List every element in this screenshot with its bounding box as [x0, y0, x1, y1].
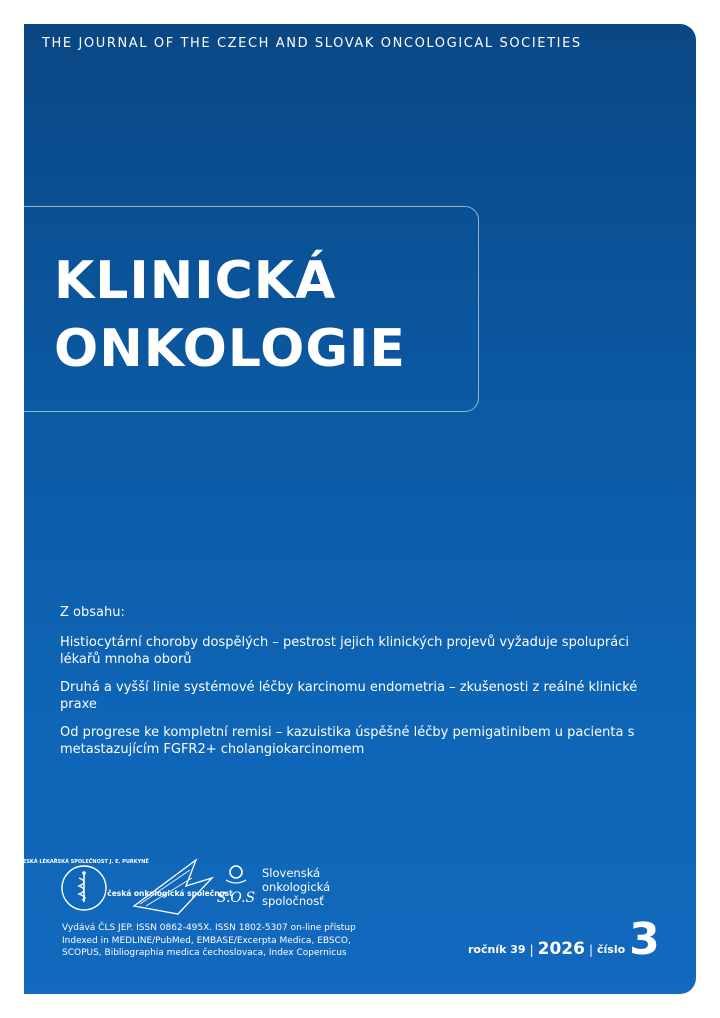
contents-heading: Z obsahu: — [60, 605, 125, 620]
publisher-line: SCOPUS, Bibliographia medica čechoslovaca, Index Copernicus — [62, 948, 347, 958]
title-line-1: KLINICKÁ — [54, 251, 337, 311]
separator: | — [588, 943, 593, 957]
publisher-info — [62, 922, 422, 960]
sos-logo — [212, 862, 260, 914]
journal-title — [54, 247, 406, 383]
contents-item: Od progrese ke kompletní remisi – kazuistika úspěšné léčby pemigatinibem u pacienta s metastazujícím FGFR2+ cholangiokarcinomem — [60, 724, 635, 757]
society-logos — [19, 856, 472, 926]
sos-logo-text — [262, 866, 330, 908]
publisher-line: Indexed in MEDLINE/PubMed, EMBASE/Excerpta Medica, EBSCO, — [62, 935, 351, 946]
title-frame — [24, 206, 479, 412]
sos-line: spoločnosť — [262, 894, 324, 908]
issue-year: 2026 — [537, 939, 585, 959]
contents-item: Histiocytární choroby dospělých – pestrost jejich klinických projevů vyžaduje spolupráci lékařů mnoha oborů — [60, 634, 629, 667]
cls-logo-text: ČESKÁ LÉKAŘSKÁ SPOLEČNOST J. E. PURKYNĚ — [19, 859, 149, 865]
issue-info — [468, 914, 678, 965]
sos-line: onkologická — [262, 880, 331, 894]
number-label: číslo — [596, 943, 626, 956]
journal-tagline: THE JOURNAL OF THE CZECH AND SLOVAK ONCOLOGICAL SOCIETIES — [42, 36, 582, 51]
cls-jep-logo — [19, 856, 149, 920]
cos-logo-text: česká onkologická společnost — [107, 889, 233, 898]
issue-number: 3 — [629, 914, 660, 965]
separator: | — [529, 943, 534, 957]
cos-logo — [107, 856, 233, 920]
sos-mark: S.O.S — [216, 890, 256, 906]
sos-line: Slovenská — [262, 866, 321, 880]
volume-label: ročník 39 — [468, 943, 526, 956]
publisher-line: Vydává ČLS JEP. ISSN 0862-495X. ISSN 1802-5307 on-line přístup — [62, 923, 356, 933]
journal-cover — [19, 24, 696, 994]
title-line-2: ONKOLOGIE — [54, 319, 406, 379]
contents-item: Druhá a vyšší linie systémové léčby karcinomu endometria – zkušenosti z reálné klinické praxe — [60, 679, 638, 712]
table-of-contents — [60, 604, 660, 769]
